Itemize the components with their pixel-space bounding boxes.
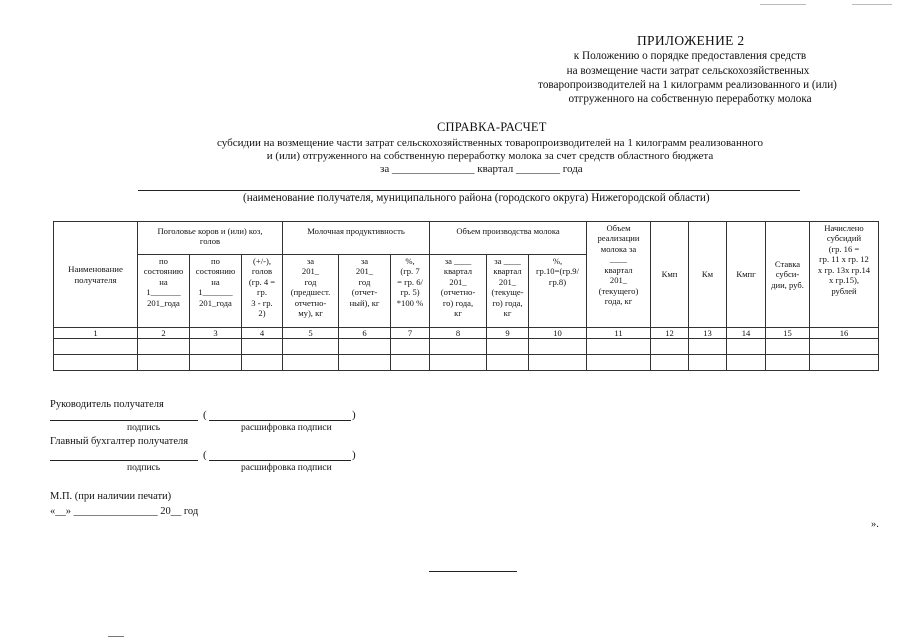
header-col-7: %, (гр. 7 = гр. 6/ гр. 5) *100 % [391, 255, 430, 328]
document-subtitle-line: и (или) отгруженного на собственную переработку молока за счет средств областного бюджета [266, 150, 714, 162]
table-row [54, 355, 879, 371]
header-group-milk-production: Объем производства молока [430, 222, 587, 255]
table-cell[interactable] [190, 339, 242, 355]
header-col-5: за 201_ год (предшест. отчетно- му), кг [283, 255, 339, 328]
table-cell[interactable] [727, 355, 766, 371]
table-cell[interactable] [651, 355, 689, 371]
chief-accountant-title: Главный бухгалтер получателя [50, 436, 189, 447]
column-number: 8 [430, 328, 487, 339]
subsidy-calculation-table [53, 221, 879, 371]
accountant-decode-caption: расшифровка подписи [241, 463, 332, 473]
stamp-label: М.П. (при наличии печати) [50, 491, 172, 502]
reporting-period [380, 163, 583, 175]
table-cell[interactable] [339, 339, 391, 355]
table-cell[interactable] [391, 339, 430, 355]
table-cell[interactable] [689, 339, 727, 355]
header-col-10: %, гр.10=(гр.9/ гр.8) [529, 255, 587, 328]
head-decode-caption: расшифровка подписи [241, 423, 332, 433]
closing-quote-mark: ». [871, 519, 879, 530]
column-number: 4 [242, 328, 283, 339]
table-cell[interactable] [587, 339, 651, 355]
appendix-line: отгруженного на собственную переработку молока [568, 93, 812, 105]
table-cell[interactable] [190, 355, 242, 371]
header-col-4: (+/-), голов (гр. 4 = гр. 3 - гр. 2) [242, 255, 283, 328]
table-cell[interactable] [430, 355, 487, 371]
date-day-field[interactable]: __ [55, 506, 66, 517]
date-month-field[interactable]: ________________ [73, 506, 158, 517]
header-col-6: за 201_ год (отчет- ный), кг [339, 255, 391, 328]
head-decode-open-paren: ( [203, 409, 207, 421]
table-cell[interactable] [138, 339, 190, 355]
table-cell[interactable] [54, 355, 138, 371]
header-col-14: Кмпг [727, 222, 766, 328]
appendix-line: к Положению о порядке предоставления средств [573, 50, 807, 62]
period-quarter-blank: _______________ [391, 163, 475, 175]
column-number: 12 [651, 328, 689, 339]
header-recipient: Наименование получателя [54, 222, 138, 328]
table-cell[interactable] [766, 355, 810, 371]
column-number: 10 [529, 328, 587, 339]
header-col-3: по состоянию на 1_______ 201_года [190, 255, 242, 328]
accountant-signature-line[interactable] [50, 460, 198, 461]
header-col-15: Ставка субси- дии, руб. [766, 222, 810, 328]
table-cell[interactable] [810, 355, 879, 371]
table-cell[interactable] [689, 355, 727, 371]
accountant-decode-open-paren: ( [203, 449, 207, 461]
header-group-cows: Поголовье коров и (или) коз, голов [138, 222, 283, 255]
table-cell[interactable] [242, 339, 283, 355]
table-cell[interactable] [391, 355, 430, 371]
table-cell[interactable] [529, 339, 587, 355]
table-cell[interactable] [242, 355, 283, 371]
header-col-13: Км [689, 222, 727, 328]
column-number: 5 [283, 328, 339, 339]
footer-separator [429, 571, 517, 572]
top-corner-mark [760, 4, 806, 5]
signing-date [50, 506, 198, 517]
head-decode-close-paren: ) [352, 409, 356, 421]
head-signature-line[interactable] [50, 420, 198, 421]
header-col-2: по состоянию на 1_______ 201_года [138, 255, 190, 328]
table-cell[interactable] [283, 339, 339, 355]
appendix-title: ПРИЛОЖЕНИЕ 2 [637, 33, 745, 48]
table-cell[interactable] [54, 339, 138, 355]
header-col-16: Начислено субсидий (гр. 16 = гр. 11 х гр. 12 х гр. 13х гр.14 х гр.15), рублей [810, 222, 879, 328]
accountant-signature-caption: подпись [127, 463, 161, 473]
table-cell[interactable] [766, 339, 810, 355]
column-number: 15 [766, 328, 810, 339]
document-title: СПРАВКА-РАСЧЕТ [437, 120, 547, 134]
column-number-row [54, 328, 879, 339]
head-title: Руководитель получателя [50, 399, 164, 410]
table-cell[interactable] [283, 355, 339, 371]
date-year-suffix: год [183, 506, 199, 517]
head-signature-caption: подпись [127, 423, 161, 433]
appendix-line: на возмещение части затрат сельскохозяйственных [566, 65, 810, 77]
accountant-decode-close-paren: ) [352, 449, 356, 461]
date-year-field[interactable]: __ [170, 506, 182, 517]
head-decode-line[interactable] [209, 420, 351, 421]
column-number: 7 [391, 328, 430, 339]
column-number: 16 [810, 328, 879, 339]
table-row [54, 339, 879, 355]
column-number: 3 [190, 328, 242, 339]
column-number: 14 [727, 328, 766, 339]
period-prefix: за [380, 163, 390, 175]
column-number: 2 [138, 328, 190, 339]
recipient-caption: (наименование получателя, муниципального района (городского округа) Нижегородской области) [243, 192, 710, 204]
column-number: 6 [339, 328, 391, 339]
date-year-prefix: 20 [160, 506, 171, 517]
period-quarter-word: квартал [477, 163, 514, 175]
table-cell[interactable] [587, 355, 651, 371]
table-cell[interactable] [339, 355, 391, 371]
table-cell[interactable] [138, 355, 190, 371]
header-group-milk-productivity: Молочная продуктивность [283, 222, 430, 255]
accountant-decode-line[interactable] [209, 460, 351, 461]
header-col-9: за ____ квартал 201_ (текуще- го) года, кг [487, 255, 529, 328]
period-year-blank: ________ [516, 163, 561, 175]
table-cell[interactable] [810, 339, 879, 355]
period-year-word: года [562, 163, 583, 175]
bottom-corner-mark [108, 636, 124, 637]
table-cell[interactable] [487, 355, 529, 371]
date-quote-open: « [50, 506, 56, 517]
table-cell[interactable] [727, 339, 766, 355]
header-col-12: Кмп [651, 222, 689, 328]
table-cell[interactable] [487, 339, 529, 355]
column-number: 9 [487, 328, 529, 339]
header-col-8: за ____ квартал 201_ (отчетно- го) года, кг [430, 255, 487, 328]
top-corner-mark [852, 4, 892, 5]
recipient-name-line [138, 190, 800, 191]
column-number: 11 [587, 328, 651, 339]
document-subtitle-line: субсидии на возмещение части затрат сельскохозяйственных товаропроизводителей на 1 килограмм реализованного [217, 137, 763, 149]
column-number: 13 [689, 328, 727, 339]
column-number: 1 [54, 328, 138, 339]
table-cell[interactable] [529, 355, 587, 371]
table-cell[interactable] [651, 339, 689, 355]
table-cell[interactable] [430, 339, 487, 355]
appendix-line: товаропроизводителей на 1 килограмм реализованного и (или) [538, 79, 837, 91]
header-col-11: Объем реализации молока за ____ квартал 201_ (текущего) года, кг [587, 222, 651, 328]
date-quote-close: » [65, 506, 71, 517]
